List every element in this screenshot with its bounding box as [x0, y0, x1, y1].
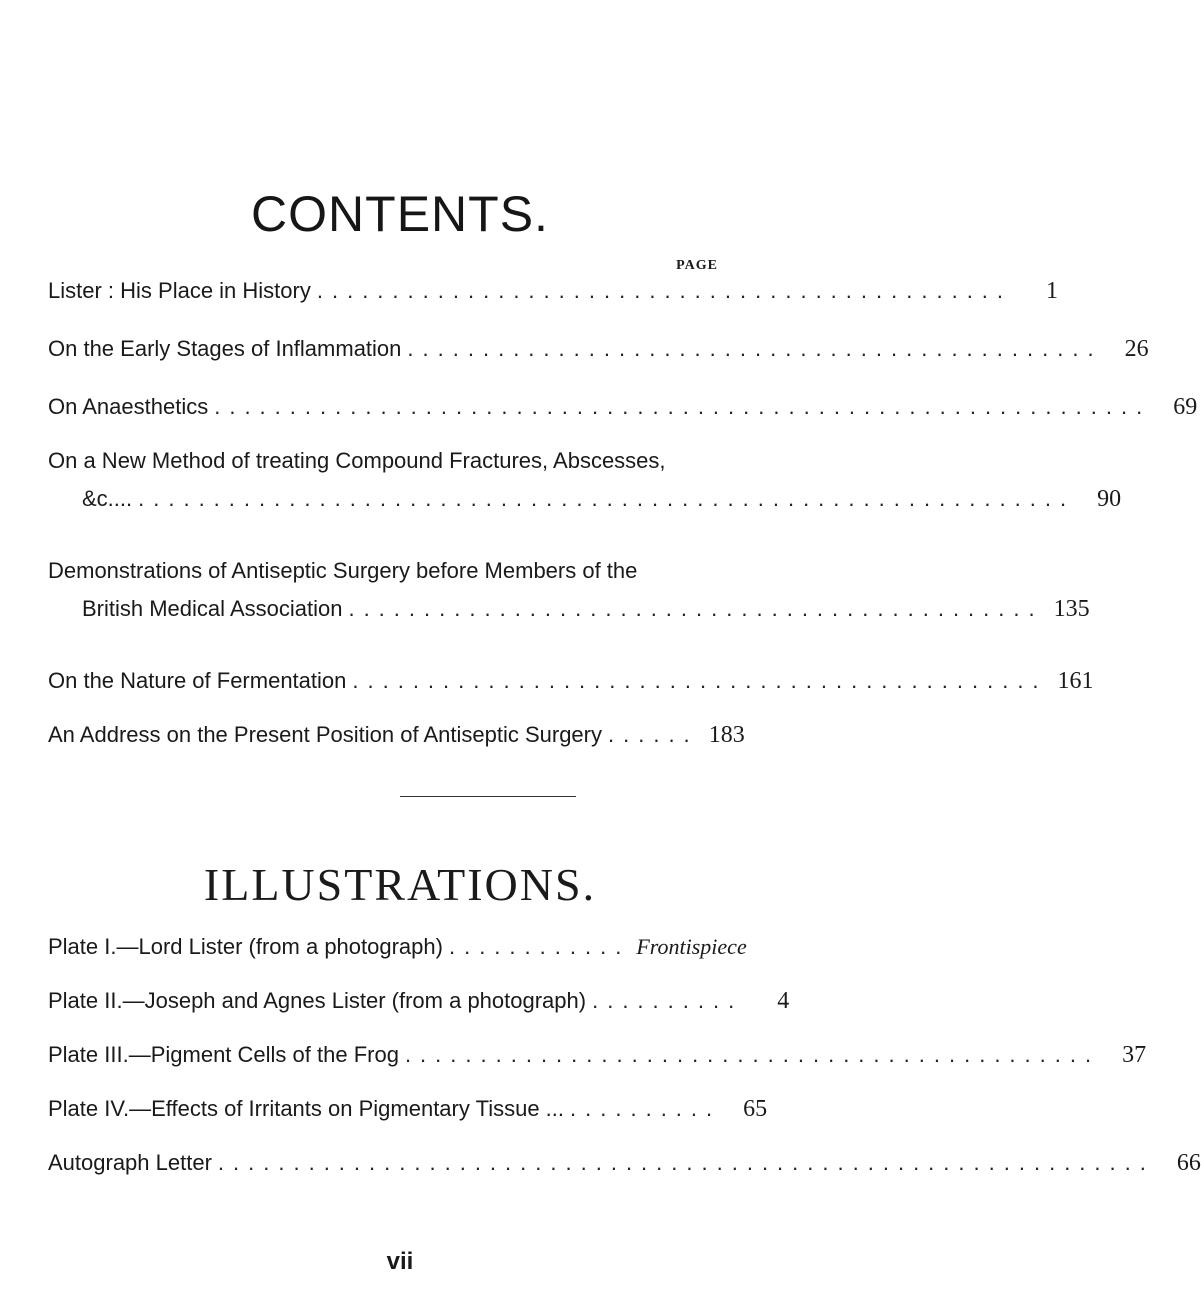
illustration-entry — [48, 988, 790, 1015]
toc-entry-title: Lister : His Place in History — [48, 278, 311, 303]
illustration-entry-title: Plate II.—Joseph and Agnes Lister (from a photograph) — [48, 988, 587, 1013]
illustration-entry-title: Autograph Letter — [48, 1150, 212, 1175]
page-number: vii — [386, 1248, 414, 1275]
leader-dots: .............................................................. — [138, 486, 1076, 511]
toc-entry — [48, 278, 1059, 305]
illustration-entry-page: 66 — [1176, 1150, 1201, 1176]
leader-dots: .............................................. — [404, 1042, 1101, 1067]
illustration-entry — [48, 1096, 768, 1123]
toc-entry-page: 161 — [1057, 668, 1094, 694]
contents-heading: CONTENTS. — [251, 186, 549, 242]
toc-entry — [48, 668, 1094, 695]
toc-entry-page: 69 — [1173, 394, 1198, 420]
illustration-entry-page: 4 — [777, 988, 790, 1014]
leader-dots: .............................................. — [348, 596, 1044, 621]
toc-entry-title-line1: On a New Method of treating Compound Fractures, Abscesses, — [48, 448, 666, 473]
toc-entry — [48, 558, 1090, 623]
illustration-entry-title: Plate III.—Pigment Cells of the Frog — [48, 1042, 399, 1067]
illustration-entry-page: 37 — [1122, 1042, 1147, 1068]
toc-entry-title-line2: British Medical Association — [82, 596, 343, 621]
toc-entry — [48, 394, 1198, 421]
illustration-entry-page: 65 — [743, 1096, 768, 1122]
illustration-entry — [48, 1042, 1147, 1069]
toc-entry-title: On Anaesthetics — [48, 394, 209, 419]
leader-dots: .......... — [570, 1096, 722, 1121]
toc-entry-title-line2: &c.... — [82, 486, 133, 511]
leader-dots: ...... — [608, 722, 699, 747]
toc-entry-title: An Address on the Present Position of Antiseptic Surgery — [48, 722, 602, 747]
illustration-entry — [48, 1150, 1201, 1177]
leader-dots: .............................................................. — [217, 1150, 1155, 1175]
toc-entry-title: On the Nature of Fermentation — [48, 668, 347, 693]
page-column-label: PAGE — [676, 258, 718, 273]
illustration-entry-title: Plate I.—Lord Lister (from a photograph) — [48, 934, 443, 959]
toc-entry-title: On the Early Stages of Inflammation — [48, 336, 402, 361]
illustration-entry — [48, 934, 747, 960]
toc-entry-page: 135 — [1053, 596, 1090, 622]
leader-dots: .............................................. — [407, 336, 1103, 361]
illustration-entry-title: Plate IV.—Effects of Irritants on Pigmentary Tissue ... — [48, 1096, 565, 1121]
toc-entry-page: 26 — [1124, 336, 1149, 362]
illustrations-heading: ILLUSTRATIONS. — [203, 859, 597, 910]
leader-dots: .............................................................. — [214, 394, 1152, 419]
toc-entry-page: 90 — [1097, 486, 1122, 512]
toc-entry-page: 183 — [708, 722, 745, 748]
section-divider — [400, 796, 576, 797]
illustration-entry-page: Frontispiece — [636, 934, 747, 959]
toc-entry-page: 1 — [1046, 278, 1059, 304]
toc-entry — [48, 336, 1149, 363]
toc-entry — [48, 722, 745, 749]
leader-dots: .......... — [592, 988, 744, 1013]
leader-dots: .............................................. — [352, 668, 1048, 693]
leader-dots: ............ — [448, 934, 631, 959]
toc-entry — [48, 448, 1122, 513]
toc-entry-title-line1: Demonstrations of Antiseptic Surgery before Members of the — [48, 558, 638, 583]
leader-dots: .............................................. — [316, 278, 1013, 303]
